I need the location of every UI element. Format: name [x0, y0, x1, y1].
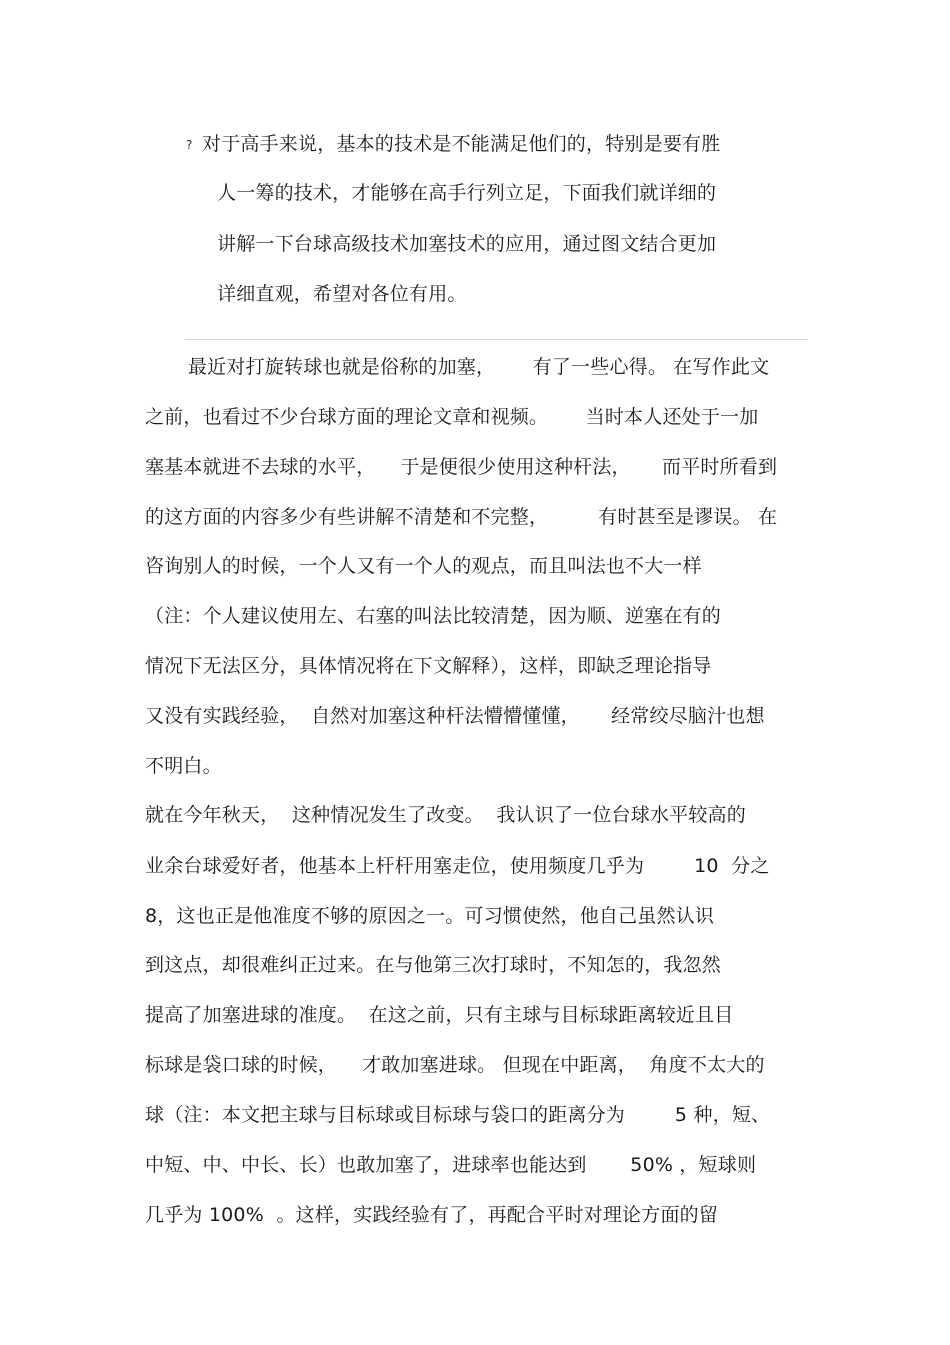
- body-line-2: 之前，也看过不少台球方面的理论文章和视频。 当时本人还处于一加: [145, 406, 759, 428]
- intro-line-2: 人一筹的技术，才能够在高手行列立足，下面我们就详细的: [217, 182, 717, 204]
- body-line-17: 中短、中、中长、长）也敢加塞了，进球率也能达到 50% ，短球则: [145, 1154, 757, 1176]
- body-line-11: 业余台球爱好者，他基本上杆杆用塞走位，使用频度几乎为 10 分之: [145, 855, 770, 877]
- body-line-16: 球（注：本文把主球与目标球或目标球与袋口的距离分为 5 种，短、: [145, 1104, 771, 1126]
- bullet-marker: ?: [186, 138, 193, 152]
- body-line-7: 情况下无法区分，具体情况将在下文解释），这样，即缺乏理论指导: [145, 655, 712, 677]
- body-line-13: 到这点，却很难纠正过来。在与他第三次打球时，不知怎的，我忽然: [145, 954, 722, 976]
- body-line-10: 就在今年秋天， 这种情况发生了改变。 我认识了一位台球水平较高的: [145, 804, 746, 826]
- body-line-18: 几乎为 100% 。这样，实践经验有了，再配合平时对理论方面的留: [145, 1204, 719, 1226]
- section-divider: [185, 339, 808, 340]
- body-line-14: 提高了加塞进球的准度。 在这之前，只有主球与目标球距离较近且目: [145, 1004, 734, 1026]
- body-line-6: （注：个人建议使用左、右塞的叫法比较清楚，因为顺、逆塞在有的: [145, 605, 722, 627]
- body-line-9: 不明白。: [145, 755, 222, 777]
- intro-line-4: 详细直观，希望对各位有用。: [217, 283, 467, 305]
- body-line-5: 咨询别人的时候，一个人又有一个人的观点，而且叫法也不大一样: [145, 555, 702, 577]
- body-line-8: 又没有实践经验， 自然对加塞这种杆法懵懵懂懂， 经常绞尽脑汁也想: [145, 705, 765, 727]
- body-line-4: 的这方面的内容多少有些讲解不清楚和不完整， 有时甚至是谬误。 在: [145, 506, 778, 528]
- body-line-3: 塞基本就进不去球的水平， 于是便很少使用这种杆法， 而平时所看到: [145, 456, 778, 478]
- intro-line-3: 讲解一下台球高级技术加塞技术的应用，通过图文结合更加: [217, 233, 717, 255]
- body-line-15: 标球是袋口球的时候， 才敢加塞进球。 但现在中距离， 角度不太大的: [145, 1054, 765, 1076]
- intro-line-1: 对于高手来说，基本的技术是不能满足他们的，特别是要有胜: [202, 133, 721, 155]
- body-line-12: 8，这也正是他准度不够的原因之一。可习惯使然，他自己虽然认识: [145, 905, 715, 927]
- body-line-1: 最近对打旋转球也就是俗称的加塞， 有了一些心得。 在写作此文: [188, 356, 770, 378]
